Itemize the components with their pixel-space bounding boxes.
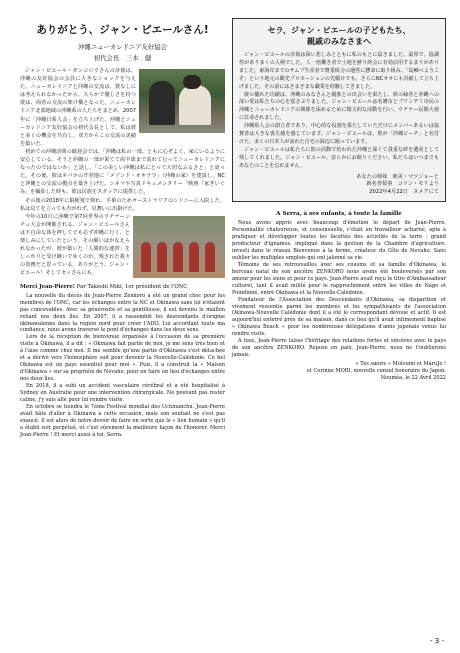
box-paragraph: 沖縄県人会の創立者であり、中心的な役割を果たしていただけにメンバーあるいは協賛者は大きな喪失感を感じています。ジャン・ピエールは、彼が「沖縄ビーチ」と名付けた、多くの日本人が訪れた自宅の海辺に眠っています。	[239, 123, 439, 145]
person-left-figure	[149, 81, 175, 125]
fr-paragraph: Fondateur de l'Association des Descendants d'Okinawa, sa disparition et vivement ressentie parmi les membres et les sympathisants de l'association Okinawa-Nouvelle Calédonie dont il a été le correspondant dévoué et actif. Il est aujourd'hui enterré près de sa maison, dans ce lieu qu'il avait intimement baptisé « Okinawa Beach » pour les nombreuses délégations d'amis japonais venus lui rendre visite.	[232, 296, 446, 338]
page-number: - 3 -	[430, 637, 444, 645]
french-letter-title: A Serra, à ses enfants, à toute la famille	[276, 211, 402, 218]
box-title	[239, 25, 439, 47]
left-column	[20, 18, 225, 439]
french-article-byline: Par Takeshi Miki, 1er président de l'ONC	[76, 283, 188, 290]
signature-line: « Tes sœurs » Mutsumi et MaruJo !	[355, 361, 446, 368]
jp-paragraph: 初めての沖縄訪問の歓迎会では、「沖縄は私の一部、ともに心ぞよく、家にいるように安心している。そうと沖縄の一部が果てて両半球まで流れて行ってニューカレドニアになったのではないか」と話し、「この美しい沖縄は私にとって大切なふるさと」と語った。その後、彼はネバホの开発地に「メゾンド・オキナワ」（沖縄の家）を建設し、NCと沖縄との交流の拠点を築き上げた。シネマや写真ドキュメンタリー「映画「家ぎいぐみ」を撮影した時も、彼は民族をスタッフに提供した。	[20, 148, 225, 196]
jp-paragraph: その後の2018年に脳梗塞で倒れ、手術のためオーストラリアのシドニーに入院した。私は見てを立っても否がれず、見舞いに出掛けた。	[20, 197, 225, 212]
dancer-figure	[205, 242, 215, 272]
fr-paragraph: Nous avons appris avec beaucoup d'émotion le départ de Jean-Pierre. Personnalité chaleureuse, et consensuelle, c'était un travailleur acharné, apte à pratiquer et développer toutes les facettes des activités de la terre : grand producteur d'ignames, impliqué dans la gestion de la Chambre d'agriculture, investi dans le réseau Bienvenue à la ferme, créateur du Gîte de Nevaho. Sans oublier les multiples emplois qui ont jalonné sa vie.	[232, 220, 446, 261]
jp-paragraph: ジャン・ピエール・ゼンコロウさんの訃報は、沖縄の友好協会の会員に大きなショックを与えた。ニューカレドニアと沖縄の交流は、彼なしには考えられなかったから。大らかで優しさを持つ彼は、両者の交流の架け橋となった。ニューカレドニア北部地域の沖縄系の人たちをまとめ、2007年に「沖縄日系人会」を立ち上げた。沖縄とニューカレドニア友好協会の初代会長として、私は彼と多くの機会を共有し、双方からこの交流の実績を築いた。	[20, 68, 136, 147]
dancer-figure	[157, 242, 167, 272]
french-letter-signature	[232, 361, 446, 381]
dancer-figure	[189, 242, 199, 272]
japanese-article-body	[20, 67, 225, 280]
signature-date: Nouméa, le 22 Avril 2022	[380, 374, 446, 381]
box-paragraph: ジャン・ピエールの訃報は深い悲しみとともに私のもとに届きました。温厚で、協調性があり多くの人柄でした。人一倍働き者で土地を鮮り終会に有効活用するまりがありました。東海岸までのサムプ生産者で農業組合の運営に懸命に取り組み、「島嶼べようこそ」という地元の観光プロモーションの先駆けでも、さらにNCオオにも貢献して立ち上げました。その前にはさまざまな職業を経験してきました。	[239, 52, 439, 90]
dance-photo	[133, 216, 225, 278]
french-article-heading	[20, 284, 225, 290]
person-right-head	[183, 75, 201, 89]
french-article-title: Merci Jean-Pierre!	[20, 283, 76, 290]
signature-line: あなたの姉妹 睦美・マツジョーと	[356, 173, 439, 180]
box-paragraph: ジャン・ピエールは私たちに彼の活動で培われた沖縄と深くて貴重な絆を遺産として残してくれました。ジャン・ピエール、安らかにお眠りください。私たちはいつまでもあなたのことを忘れません。	[239, 146, 439, 169]
fr-paragraph: Témoins de ses retrouvailles avec ses cousins et sa famille d'Okinawa, le berceau natal de son ancêtre ZENKORO nous avons été bouleversés par son amour pour les siens et pour ce pays. Jean-Pierre avait reçu le titre d'Ambassadeur culturel, tant il avait milité pour le rapprochement entre les villes de Nago et Poindimié, entre Okinawa et la Nouvelle-Calédonie.	[232, 261, 446, 296]
french-article-body	[20, 293, 225, 439]
condolence-box	[232, 18, 446, 202]
signature-line: et Corinne MORI, nouvelle consul honoraire du Japon.	[306, 367, 446, 374]
box-signature	[239, 174, 439, 197]
signature-line: 新名誉領事 コリン・モリより	[366, 181, 439, 188]
dancer-figure	[141, 242, 151, 272]
box-paragraph: 彼の優れた功績は、沖縄のみなさんと親族との出会いを果たし、彼の縁者と沖縄への深い愛は私たちの心を揺さぶりました。ジャン・ピエールは名護市とブワンデミ市民の沖縄とニューカレドニアの関係を深めるために精力的な活動を行い、ウチナー民間大使に任命されました。	[239, 91, 439, 122]
article-subtitle: 沖縄ニューカレドニア友好協会	[77, 43, 168, 51]
fr-paragraph: La nouvelle du décès de Jean-Pierre Zenkoro a été un grand choc pour les membres de l'ONC, car les échanges entre la NC et Okinawa sans lui n'étaient pas concevables. Avec sa générosité et sa gentillesse, il est devenu le maillon reliant nos deux îles. En 2007, il a rassemblé les descendants d'origine okinawaïenne dans la région nord pour créer l'ADO. Lui accordant toute ma confiance, nous avons traversé le pont d'échanges dans les deux sens.	[20, 292, 225, 334]
box-title-line: 親戚のみなさまへ	[307, 37, 371, 46]
portrait-photo	[139, 69, 225, 133]
article-author: 初代会長 三木 健	[93, 54, 152, 62]
jp-paragraph: 今年の10月に沖縄で第7回世界のウチナーンチュ大会が開催される。ジャン・ピエールさんは不自由な体を押してでも必ず沖縄に行く、と楽しみにしていたという。その願いはかなえられなかったが、彼が築いた「人間的な連帯」をしっかりと受け継いでゆくのが、残された我々の責務だと思っている。ありがとう、ジャン・ピエール！そしてセッさんにも。	[20, 213, 130, 277]
signature-date: 2022年4月22日 ヌメアにて	[369, 188, 439, 195]
fr-paragraph: En octobre se tiendra le 7ème Festival mondial des Uchinanchu. Jean-Pierre avait hâte d'aller à Okinawa à cette occasion, mais son souhait ne s'est pas exaucé. Il est alors de notre devoir de faire en sorte que le « lien humain » qu'il a établi soit perpétué, et c'est sûrement la meilleure façon de l'honorer. Merci Jean-Pierre ! Et merci aussi à toi, Serra.	[20, 403, 225, 438]
fr-paragraph: Lors de la réception de bienvenue organisée à l'occasion de sa première visite à Okinawa, il a dit : « Okinawa fait partie de moi, je me sens très bien et à l'aise comme chez moi. Il me semble qu'une partie d'Okinawa s'est détachée et a dérivé vers l'hémisphère sud pour devenir la Nouvelle-Calédonie. Ce bel Okinawa est un pays essentiel pour moi ». Puis, il a construit la « Maison d'Okinawa » sur sa propriété de Nevaho, pour en faire un lieu d'échanges entre nos deux îles.	[20, 334, 225, 383]
right-column	[232, 18, 446, 381]
fr-paragraph: A tous, Jean-Pierre laisse l'héritage des relations fortes et sincères avec le pays de son ancêtre ZENKORO. Repose en paix, Jean-Pierre, nous ne t'oublierons jamais.	[232, 338, 446, 359]
french-letter-body	[232, 220, 446, 359]
box-title-line: セラ、ジャン・ピエールの子どもたち、	[267, 26, 411, 35]
dancer-figure	[173, 242, 183, 272]
fr-paragraph: En 2018, il a subi un accident vasculaire cérébral et a été hospitalisé à Sydney en Australie pour une intervention chirurgicale. Ne pouvant pas rester calme, j'y suis allé pour lui rendre visite.	[20, 383, 225, 403]
person-right-figure	[179, 85, 211, 125]
article-title-japanese: ありがとう、ジャン・ピエールさん!	[36, 24, 209, 36]
box-body	[239, 52, 439, 171]
